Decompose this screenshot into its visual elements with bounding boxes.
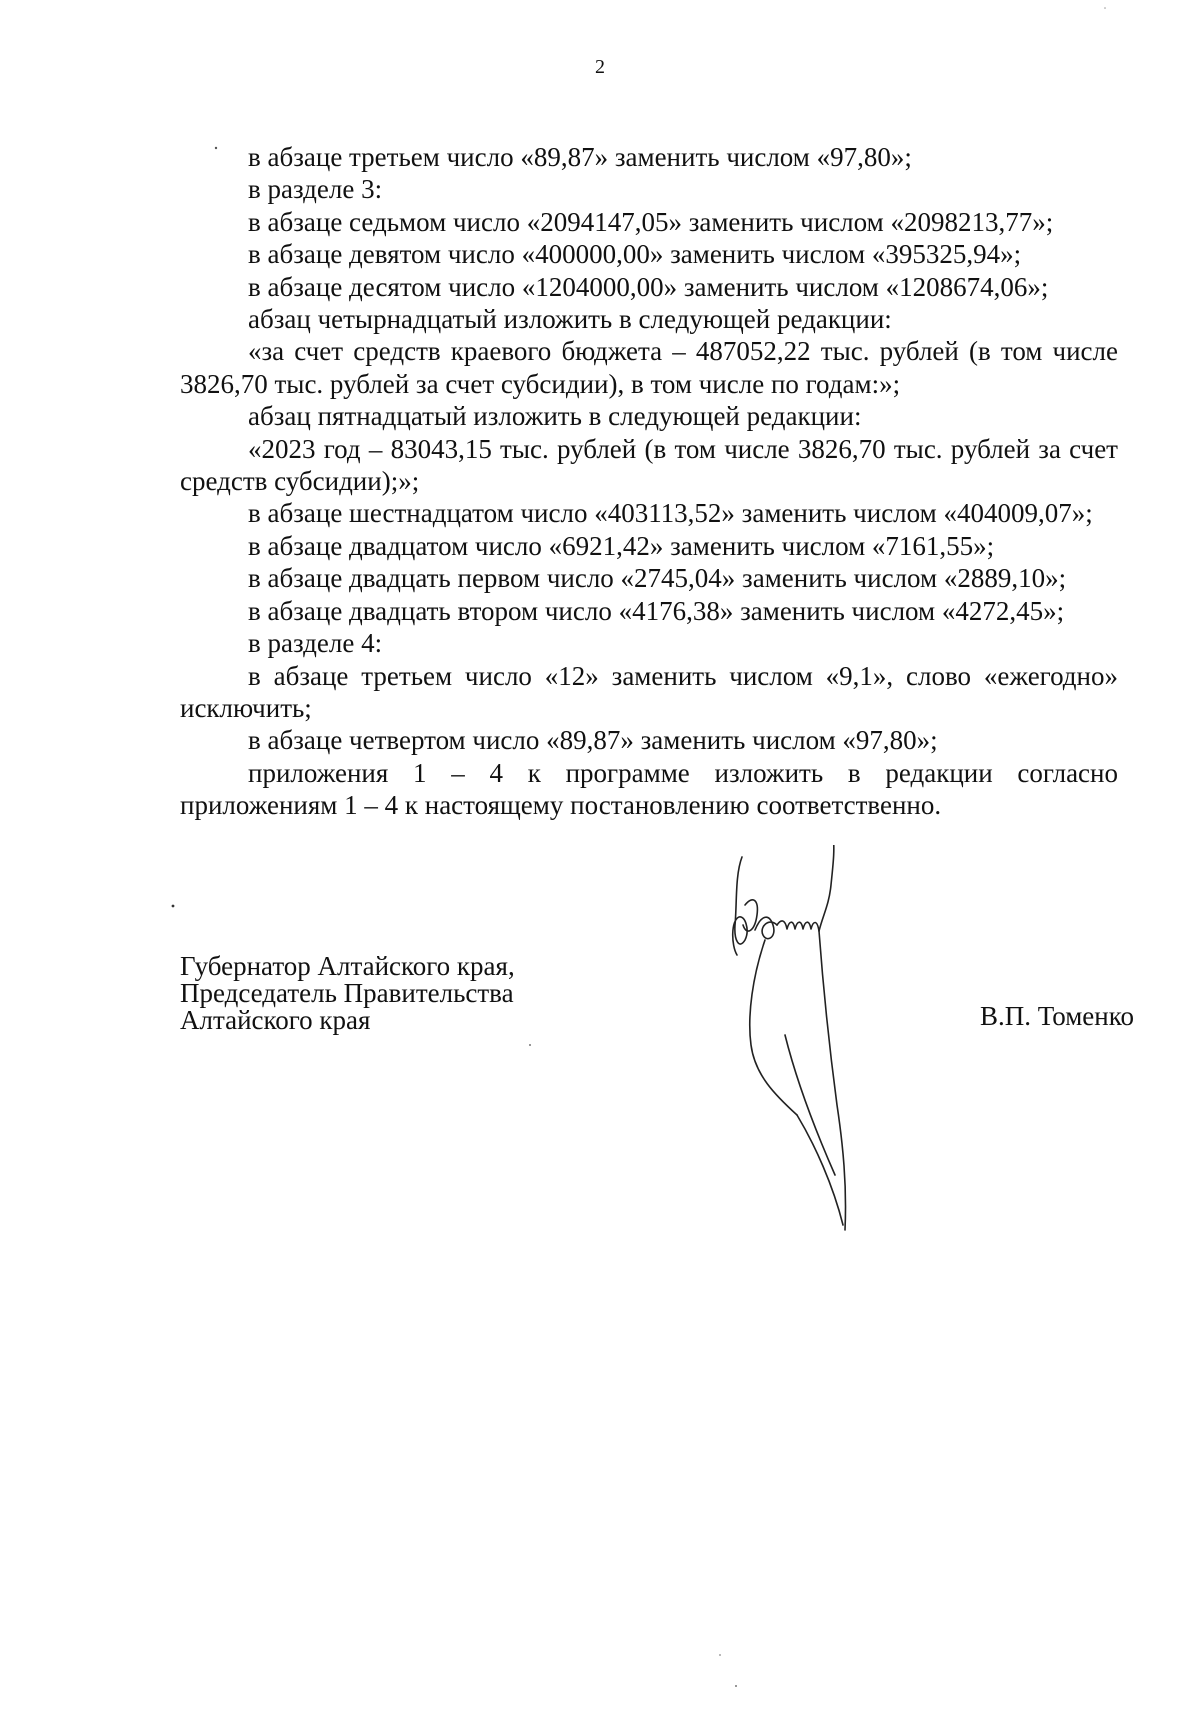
paragraph: абзац пятнадцатый изложить в следующей редакции: [248, 401, 862, 432]
paragraph: «за счет средств краевого бюджета – 487052,22 тыс. рублей (в том числе 3826,70 тыс. рублей за счет субсидии), в том числе по годам:»; [180, 336, 1118, 399]
signatory-title-line: Алтайского края [180, 1005, 371, 1035]
handwritten-signature [725, 845, 925, 1235]
paragraph: в абзаце четвертом число «89,87» заменить числом «97,80»; [248, 725, 938, 756]
paragraph: в абзаце двадцать первом число «2745,04» заменить числом «2889,10»; [248, 563, 1067, 594]
signatory-title [180, 953, 515, 1034]
paragraph: в абзаце девятом число «400000,00» заменить числом «395325,94»; [248, 239, 1022, 270]
paragraph: в разделе 3: [248, 174, 383, 205]
paragraph: в абзаце третьем число «89,87» заменить числом «97,80»; [248, 142, 912, 172]
page-number: 2 [595, 56, 605, 78]
paragraph: приложения 1 – 4 к программе изложить в редакции согласно приложениям 1 – 4 к настоящему постановлению соответственно. [180, 757, 1118, 821]
signatory-title-line: Губернатор Алтайского края, [180, 951, 515, 981]
signatory-name: В.П. Томенко [980, 1001, 1134, 1031]
paragraph: в абзаце двадцатом число «6921,42» заменить числом «7161,55»; [248, 530, 995, 561]
document-body [180, 141, 1118, 822]
paragraph: в абзаце десятом число «1204000,00» заменить числом «1208674,06»; [248, 271, 1049, 302]
paragraph: в абзаце двадцать втором число «4176,38» заменить числом «4272,45»; [248, 595, 1065, 626]
paragraph: «2023 год – 83043,15 тыс. рублей (в том числе 3826,70 тыс. рублей за счет средств субсидии);»; [180, 433, 1118, 497]
paragraph: в абзаце седьмом число «2094147,05» заменить числом «2098213,77»; [248, 206, 1054, 237]
signatory-title-line: Председатель Правительства [180, 978, 514, 1008]
paragraph: в абзаце шестнадцатом число «403113,52» заменить числом «404009,07»; [248, 498, 1093, 529]
paragraph: абзац четырнадцатый изложить в следующей редакции: [248, 304, 892, 335]
paragraph: в абзаце третьем число «12» заменить числом «9,1», слово «ежегодно» исключить; [180, 660, 1118, 723]
paragraph: в разделе 4: [248, 628, 383, 659]
